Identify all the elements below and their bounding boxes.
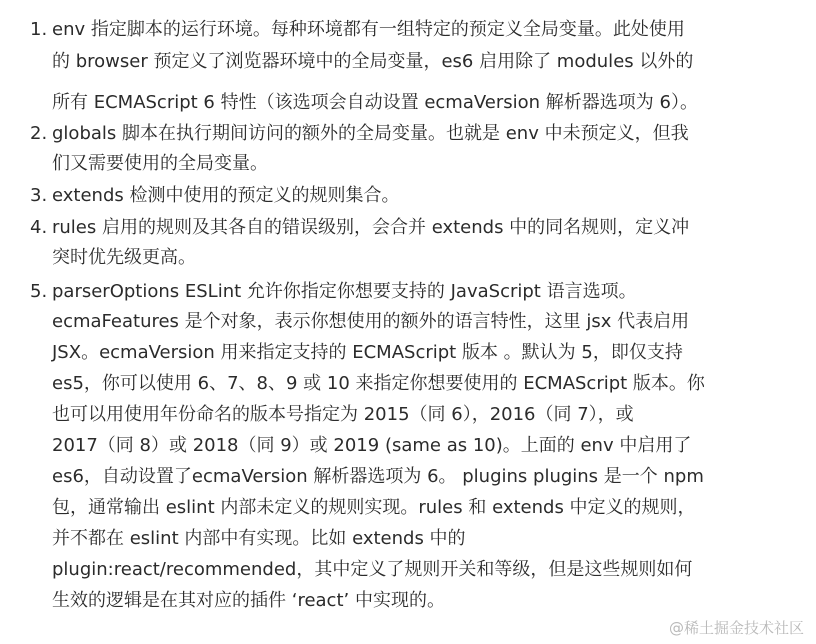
list-item-line: extends 检测中使用的预定义的规则集合。 — [52, 185, 400, 206]
list-item-number: 5. — [30, 281, 48, 302]
list-item-number: 3. — [30, 185, 48, 206]
list-item-number: 4. — [30, 217, 48, 238]
list-item-line: env 指定脚本的运行环境。每种环境都有一组特定的预定义全局变量。此处使用 — [52, 19, 685, 40]
list-item-line: ecmaFeatures 是个对象，表示你想使用的额外的语言特性，这里 jsx 代表启用 — [52, 311, 690, 332]
list-item-line: 的 browser 预定义了浏览器环境中的全局变量，es6 启用除了 modules 以外的 — [52, 51, 694, 72]
list-item-line: 也可以用使用年份命名的版本号指定为 2015（同 6），2016（同 7），或 — [52, 404, 634, 425]
list-item-number: 1. — [30, 19, 48, 40]
list-item-line: 2017（同 8）或 2018（同 9）或 2019 (same as 10)。上面的 env 中启用了 — [52, 435, 692, 456]
list-item-line: 所有 ECMAScript 6 特性（该选项会自动设置 ecmaVersion 解析器选项为 6）。 — [52, 92, 698, 113]
list-item-line: rules 启用的规则及其各自的错误级别，会合并 extends 中的同名规则，定义冲 — [52, 217, 690, 238]
list-item-line: 突时优先级更高。 — [52, 247, 196, 268]
list-item-line: 包，通常输出 eslint 内部未定义的规则实现。rules 和 extends 中定义的规则， — [52, 497, 696, 518]
list-item-line: 生效的逻辑是在其对应的插件 ‘react’ 中实现的。 — [52, 590, 445, 611]
list-item-number: 2. — [30, 123, 48, 144]
watermark: @稀土掘金技术社区 — [668, 619, 804, 637]
list-item-line: parserOptions ESLint 允许你指定你想要支持的 JavaScript 语言选项。 — [52, 281, 637, 302]
list-item-line: 并不都在 eslint 内部中有实现。比如 extends 中的 — [52, 528, 466, 549]
list-item-line: globals 脚本在执行期间访问的额外的全局变量。也就是 env 中未预定义，但我 — [52, 123, 689, 144]
list-item-line: es6，自动设置了ecmaVersion 解析器选项为 6。 plugins plugins 是一个 npm — [52, 466, 704, 487]
list-item-line: es5，你可以使用 6、7、8、9 或 10 来指定你想要使用的 ECMAScript 版本。你 — [52, 373, 705, 394]
list-item-line: JSX。ecmaVersion 用来指定支持的 ECMAScript 版本 。默认为 5，即仅支持 — [52, 342, 683, 363]
list-item-line: 们又需要使用的全局变量。 — [52, 153, 268, 174]
list-item-line: plugin:react/recommended，其中定义了规则开关和等级，但是这些规则如何 — [52, 559, 693, 580]
